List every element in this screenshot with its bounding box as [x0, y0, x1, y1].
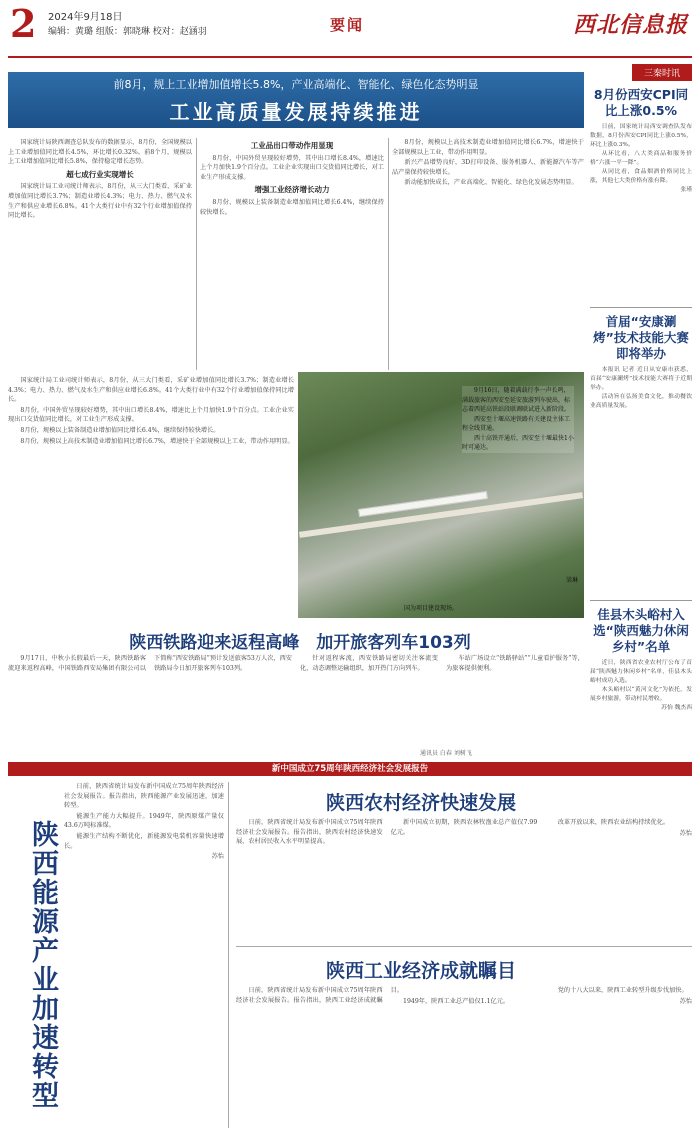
- editor-credits: 编辑：黄璐 组版：郭晓琳 校对：赵涵羽: [48, 27, 207, 37]
- subhead: 工业品出口带动作用显现: [250, 141, 334, 150]
- energy-headline: 陕西能源产业加速转型: [27, 820, 58, 1110]
- rail-article-body: 9月17日，中秋小长假最后一天，陕西铁路客流迎来返程高峰，中国铁路西安局集团有限公司以下简称“西安铁路局”预计发送旅客53万人次，西安铁路局今日加开旅客列车103列。 针对返程客流，西安铁路局密切关注客流变化，动态调整运输组织，加开热门方向列车。 车站广场设立“铁路驿站”“儿童看护服务”等，为旅客提供便利。: [8, 655, 584, 672]
- sidebar-item-body: 日前，国家统计局西安调查队发布数据，8月份西安CPI同比上涨0.5%，环比上涨0.3%。 从环比看，八大类商品和服务价格“六涨一平一降”。 从同比看，食品烟酒价格同比上涨，其他七大类价格有涨有降。 张瑾: [590, 124, 692, 193]
- news-photo: [298, 372, 584, 618]
- section-band: 新中国成立75周年陕西经济社会发展报告: [8, 762, 692, 776]
- section-category: 要闻: [330, 16, 365, 34]
- lead-subtitle: 前8月，规上工业增加值增长5.8%，产业高端化、智能化、绿色化态势明显: [113, 78, 479, 91]
- lead-column-3: 8月份，规模以上高技术制造业增加值同比增长6.7%，增速快于全部规模以上工业，带动作用明显。 新兴产品增势良好，3D打印设备、服务机器人、新能源汽车等产品产量保持较快增长。 新动能加快成长，产业高端化、智能化、绿色化发展态势明显。: [392, 139, 584, 187]
- newspaper-logo: 西北信息报: [572, 12, 688, 38]
- photo-caption: 9月16日，随着满载行李一声长鸣，满载旅客的西安至延安旅游列车驶出，标志着西延高铁站段联调联试进入新阶段。 西安至十堰高速铁路有关建设主体工程全线贯通。 西十高铁开通后，西安至十堰最快1小时可通达。: [462, 387, 574, 451]
- photo-author: 梁琳: [565, 577, 578, 584]
- sidebar-header: 三秦时讯: [632, 64, 692, 81]
- photo-credit: 国为项目建设现场。: [404, 605, 459, 612]
- industry-article-body: 日前，陕西省统计局发布新中国成立75周年陕西经济社会发展报告。报告指出，陕西工业经济成就瞩目。 1949年，陕西工业总产值仅1.1亿元。 党的十八大以来，陕西工业转型升级步伐加快。 苏怡: [236, 987, 692, 1005]
- lead-column-1: 国家统计局陕西调查总队发布的数据显示，8月份，全国规模以上工业增加值同比增长4.5%，环比增长0.32%。前8个月，规模以上工业增加值同比增长5.8%，保持稳定增长态势。 超七成行业实现增长 国家统计局工业司统计师表示，8月份，从三大门类看，采矿业增加值同比增长3.7%；制造业增长4.3%；电力、热力、燃气及水生产和供应业增长6.8%。41个大类行业中有32个行业增加值保持同比增长。: [8, 139, 192, 220]
- agri-article-body: 日前，陕西省统计局发布新中国成立75周年陕西经济社会发展报告。报告指出，陕西农村经济快速发展，农村居民收入水平明显提高。 新中国成立初期，陕西农林牧渔业总产值仅7.99亿元。 改革开放以来，陕西农业结构持续优化。 苏怡: [236, 819, 692, 846]
- page-number: 2: [10, 1, 37, 46]
- sidebar-item-title: 首届“安康涮烤”技术技能大赛即将举办: [593, 314, 689, 361]
- subhead: 增强工业经济增长动力: [254, 185, 330, 195]
- sidebar-item-body: 近日，陕西省农业农村厅公布了首届“陕西魅力休闲乡村”名单，佳县木头峪村成功入选。 木头峪村以“黄河文化”为依托，发展乡村旅游，带动村民增收。 苏怡 魏杰西: [590, 660, 692, 711]
- sidebar-item-title: 佳县木头峪村入选“陕西魅力休闲乡村”名单: [593, 607, 689, 654]
- issue-date: 2024年9月18日: [48, 12, 123, 23]
- industry-headline: 陕西工业经济成就瞩目: [325, 960, 516, 982]
- agri-headline: 陕西农村经济快速发展: [325, 792, 516, 814]
- rail-authors: 通讯员 白春 刘树飞: [420, 750, 472, 757]
- sidebar-item-title: 8月份西安CPI同比上涨0.5%: [593, 87, 689, 118]
- subhead: 超七成行业实现增长: [66, 169, 134, 179]
- energy-article-body: 日前，陕西省统计局发布新中国成立75周年陕西经济社会发展报告。报告指出，陕西能源产业发展迅速，加速转型。 能源生产能力大幅提升。1949年，陕西原煤产量仅43.6万吨标准煤。 能源生产结构不断优化，新能源发电装机容量快速增长。 苏怡: [64, 783, 224, 861]
- lead-continuation: 国家统计局工业司统计师表示，8月份，从三大门类看，采矿业增加值同比增长3.7%；制造业增长4.3%；电力、热力、燃气及水生产和供应业增长6.8%。41个大类行业中有32个行业增加值保持同比增长。 8月份，中国外贸呈现较好增势，其中出口增长8.4%，增速比上个月加快1.9个百分点。工业企业实现出口交货值同比增长，对工业生产形成支撑。 8月份，规模以上装备制造业增加值同比增长6.4%，继续保持较快增长。 8月份，规模以上高技术制造业增加值同比增长6.7%，增速快于全部规模以上工业，带动作用明显。: [8, 377, 294, 445]
- sidebar-item-body: 本报讯 记者 近日从安康市获悉，首届“安康涮烤”技术技能大赛将于近期举办。 活动旨在弘扬美食文化，推动餐饮业高质量发展。: [590, 367, 692, 409]
- masthead: [8, 1, 692, 58]
- lead-title: 工业高质量发展持续推进: [169, 100, 423, 124]
- lead-headline-banner: [8, 72, 584, 128]
- rail-headline: 陕西铁路迎来返程高峰 加开旅客列车103列: [129, 633, 471, 653]
- lead-column-2: 工业品出口带动作用显现 8月份，中国外贸呈现较好增势，其中出口增长8.4%，增速比上个月加快1.9个百分点。工业企业实现出口交货值同比增长，对工业生产形成支撑。 增强工业经济增长动力 8月份，规模以上装备制造业增加值同比增长6.4%，继续保持较快增长。: [200, 141, 384, 216]
